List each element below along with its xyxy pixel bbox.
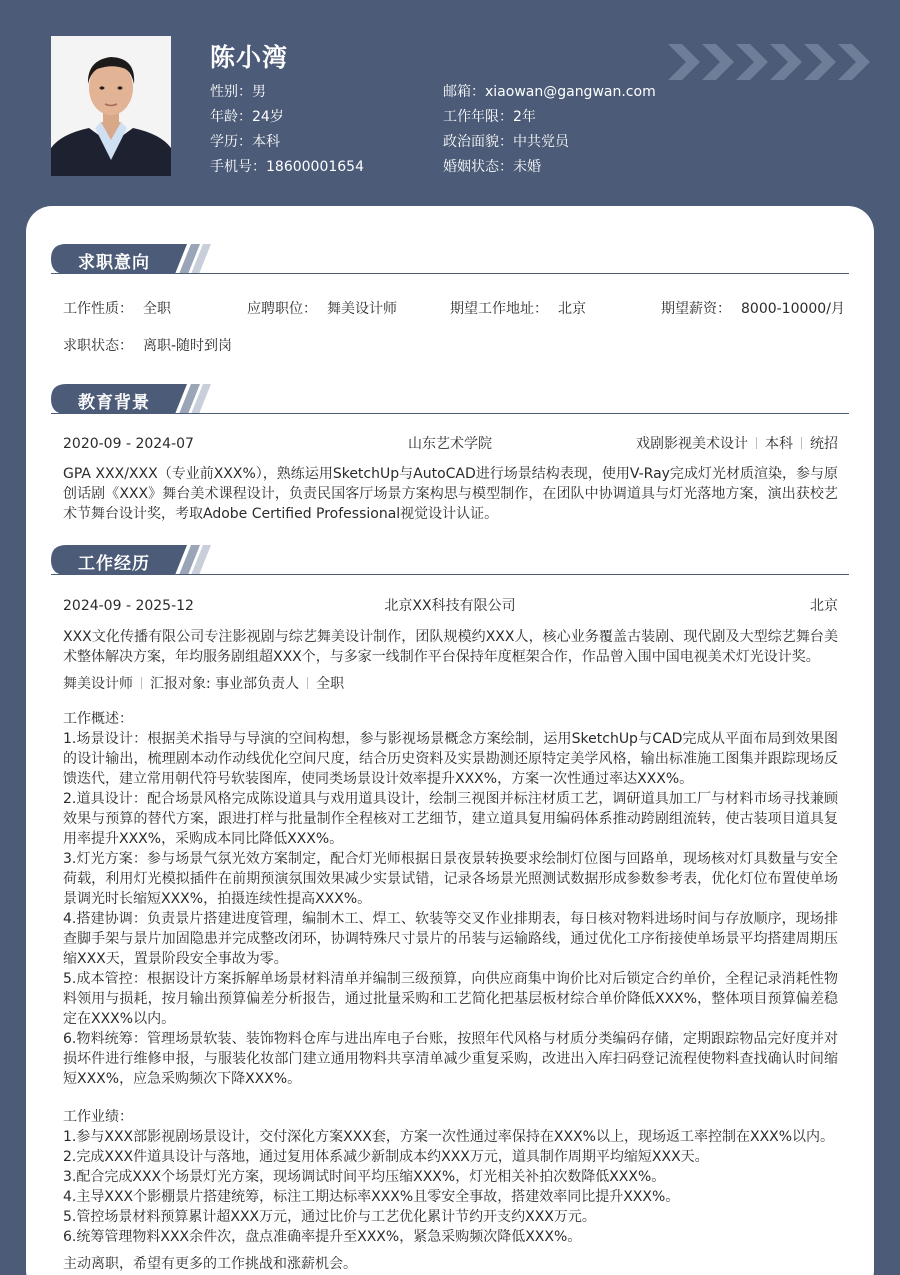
info-education: 学历：本科: [210, 134, 280, 150]
achievement-item: 1.参与XXX部影视剧场景设计，交付深化方案XXX套，方案一次性通过率保持在XXX%以上，现场返工率控制在XXX%以内。: [63, 1129, 835, 1145]
edu-description: GPA XXX/XXX（专业前XXX%），熟练运用SketchUp与AutoCAD进行场景结构表现，使用V-Ray完成灯光材质渲染，参与原创话剧《XXX》舞台美术课程设计，负责民国客厅场景方案构思与模型制作，在团队中协调道具与灯光落地方案，演出获校艺术节舞台设计奖，考取Adobe Certified Professional视觉设计认证。: [63, 466, 838, 522]
section-title: 工作经历: [78, 554, 150, 574]
info-years: 工作年限：2年: [443, 109, 536, 125]
intent-position: 应聘职位： 舞美设计师: [247, 301, 397, 317]
info-age: 年龄：24岁: [210, 109, 284, 125]
chevron-right-icon: [668, 44, 870, 84]
separator: [307, 677, 308, 689]
overview-title: 工作概述：: [63, 711, 133, 727]
leave-reason: 主动离职，希望有更多的工作挑战和涨薪机会。: [63, 1256, 357, 1272]
work-company: 北京XX科技有限公司: [384, 598, 516, 614]
work-role-meta: 舞美设计师 汇报对象: 事业部负责人 全职: [63, 676, 345, 692]
info-email: 邮箱：xiaowan@gangwan.com: [443, 84, 656, 100]
info-phone: 手机号：18600001654: [210, 159, 364, 175]
section-title: 求职意向: [78, 253, 150, 273]
overview-item: 4.搭建协调：负责景片搭建进度管理，编制木工、焊工、软装等交叉作业排期表，每日核对物料进场时间与存放顺序，现场排查脚手架与景片加固隐患并完成整改闭环，协调特殊尺寸景片的吊装与运输路线，通过优化工序衔接使单场景平均搭建周期压缩XXX天，置景阶段安全事故为零。: [63, 911, 838, 967]
achievement-item: 2.完成XXX件道具设计与落地，通过复用体系减少新制成本约XXX万元，道具制作周期平均缩短XXX天。: [63, 1149, 709, 1165]
section-work: [51, 545, 849, 575]
separator: [756, 437, 757, 449]
section-divider: [51, 574, 849, 575]
achievements-title: 工作业绩：: [63, 1109, 133, 1125]
achievement-item: 3.配合完成XXX个场景灯光方案，现场调试时间平均压缩XXX%，灯光相关补拍次数降低XXX%。: [63, 1169, 666, 1185]
overview-item: 1.场景设计：根据美术指导与导演的空间构想，参与影视场景概念方案绘制，运用SketchUp与CAD完成从平面布局到效果图的设计输出，梳理剧本动作动线优化空间尺度，结合历史资料及实景勘测还原特定美学风格，输出标准施工图集并跟踪现场反馈迭代，建立常用朝代符号软装图库，使同类场景设计效率提升XXX%，方案一次性通过率达XXX%。: [63, 731, 838, 787]
edu-school: 山东艺术学院: [408, 436, 492, 452]
info-marital: 婚姻状态：未婚: [443, 159, 541, 175]
info-political: 政治面貌：中共党员: [443, 134, 569, 150]
edu-period: 2020-09 - 2024-07: [63, 436, 194, 452]
section-job-intent: [51, 244, 849, 274]
intent-type: 工作性质： 全职: [63, 301, 171, 317]
section-divider: [51, 413, 849, 414]
separator: [801, 437, 802, 449]
work-city: 北京: [810, 598, 838, 614]
overview-item: 2.道具设计：配合场景风格完成陈设道具与戏用道具设计，绘制三视图并标注材质工艺，调研道具加工厂与材料市场寻找兼顾效果与预算的替代方案，跟进打样与批量制作全程核对工艺细节，建立道具复用编码体系推动跨剧组流转，使古装项目道具复用率提升XXX%，采购成本同比降低XXX%。: [63, 791, 838, 847]
work-period: 2024-09 - 2025-12: [63, 598, 194, 614]
avatar: [51, 36, 171, 176]
resume-header: [0, 0, 900, 210]
achievement-item: 6.统筹管理物料XXX余件次，盘点准确率提升至XXX%，紧急采购频次降低XXX%。: [63, 1229, 582, 1245]
intent-salary: 期望薪资： 8000-10000/月: [661, 301, 845, 317]
company-description: XXX文化传播有限公司专注影视剧与综艺舞美设计制作，团队规模约XXX人，核心业务覆盖古装剧、现代剧及大型综艺舞台美术整体解决方案，年均服务剧组超XXX个，与多家一线制作平台保持年度框架合作，作品曾入围中国电视美术灯光设计奖。: [63, 629, 838, 665]
edu-meta: 戏剧影视美术设计 本科 统招: [636, 436, 838, 452]
candidate-name: 陈小湾: [210, 43, 289, 72]
overview-item: 3.灯光方案：参与场景气氛光效方案制定，配合灯光师根据日景夜景转换要求绘制灯位图与回路单，现场核对灯具数量与安全荷载，利用灯光模拟插件在前期预演氛围效果减少实景试错，记录各场景光照测试数据形成参数参考表，优化灯位布置使单场景调光时长缩短XXX%，拍摄连续性提高XXX%。: [63, 851, 838, 907]
section-title: 教育背景: [78, 393, 150, 413]
overview-item: 5.成本管控：根据设计方案拆解单场景材料清单并编制三级预算，向供应商集中询价比对后锁定合约单价，全程记录消耗性物料领用与损耗，按月输出预算偏差分析报告，通过批量采购和工艺简化把基层板材综合单价降低XXX%，整体项目预算偏差稳定在XXX%以内。: [63, 971, 838, 1027]
work-achievements: [63, 1107, 838, 1247]
info-gender: 性别：男: [210, 84, 266, 100]
section-education: [51, 384, 849, 414]
basic-info-left: [210, 83, 364, 183]
work-overview: [63, 709, 838, 1089]
basic-info-right: [443, 83, 656, 183]
achievement-item: 4.主导XXX个影棚景片搭建统筹，标注工期达标率XXX%且零安全事故，搭建效率同比提升XXX%。: [63, 1189, 680, 1205]
section-divider: [51, 273, 849, 274]
overview-item: 6.物料统筹：管理场景软装、装饰物料仓库与进出库电子台账，按照年代风格与材质分类编码存储，定期跟踪物品完好度并对损坏件进行维修申报，与服装化妆部门建立通用物料共享清单减少重复采购，改进出入库扫码登记流程使物料查找确认时间缩短XXX%，应急采购频次下降XXX%。: [63, 1031, 838, 1087]
separator: [141, 677, 142, 689]
intent-location: 期望工作地址： 北京: [450, 301, 586, 317]
achievement-item: 5.管控场景材料预算累计超XXX万元，通过比价与工艺优化累计节约开支约XXX万元。: [63, 1209, 596, 1225]
intent-status: 求职状态： 离职-随时到岗: [63, 338, 233, 354]
